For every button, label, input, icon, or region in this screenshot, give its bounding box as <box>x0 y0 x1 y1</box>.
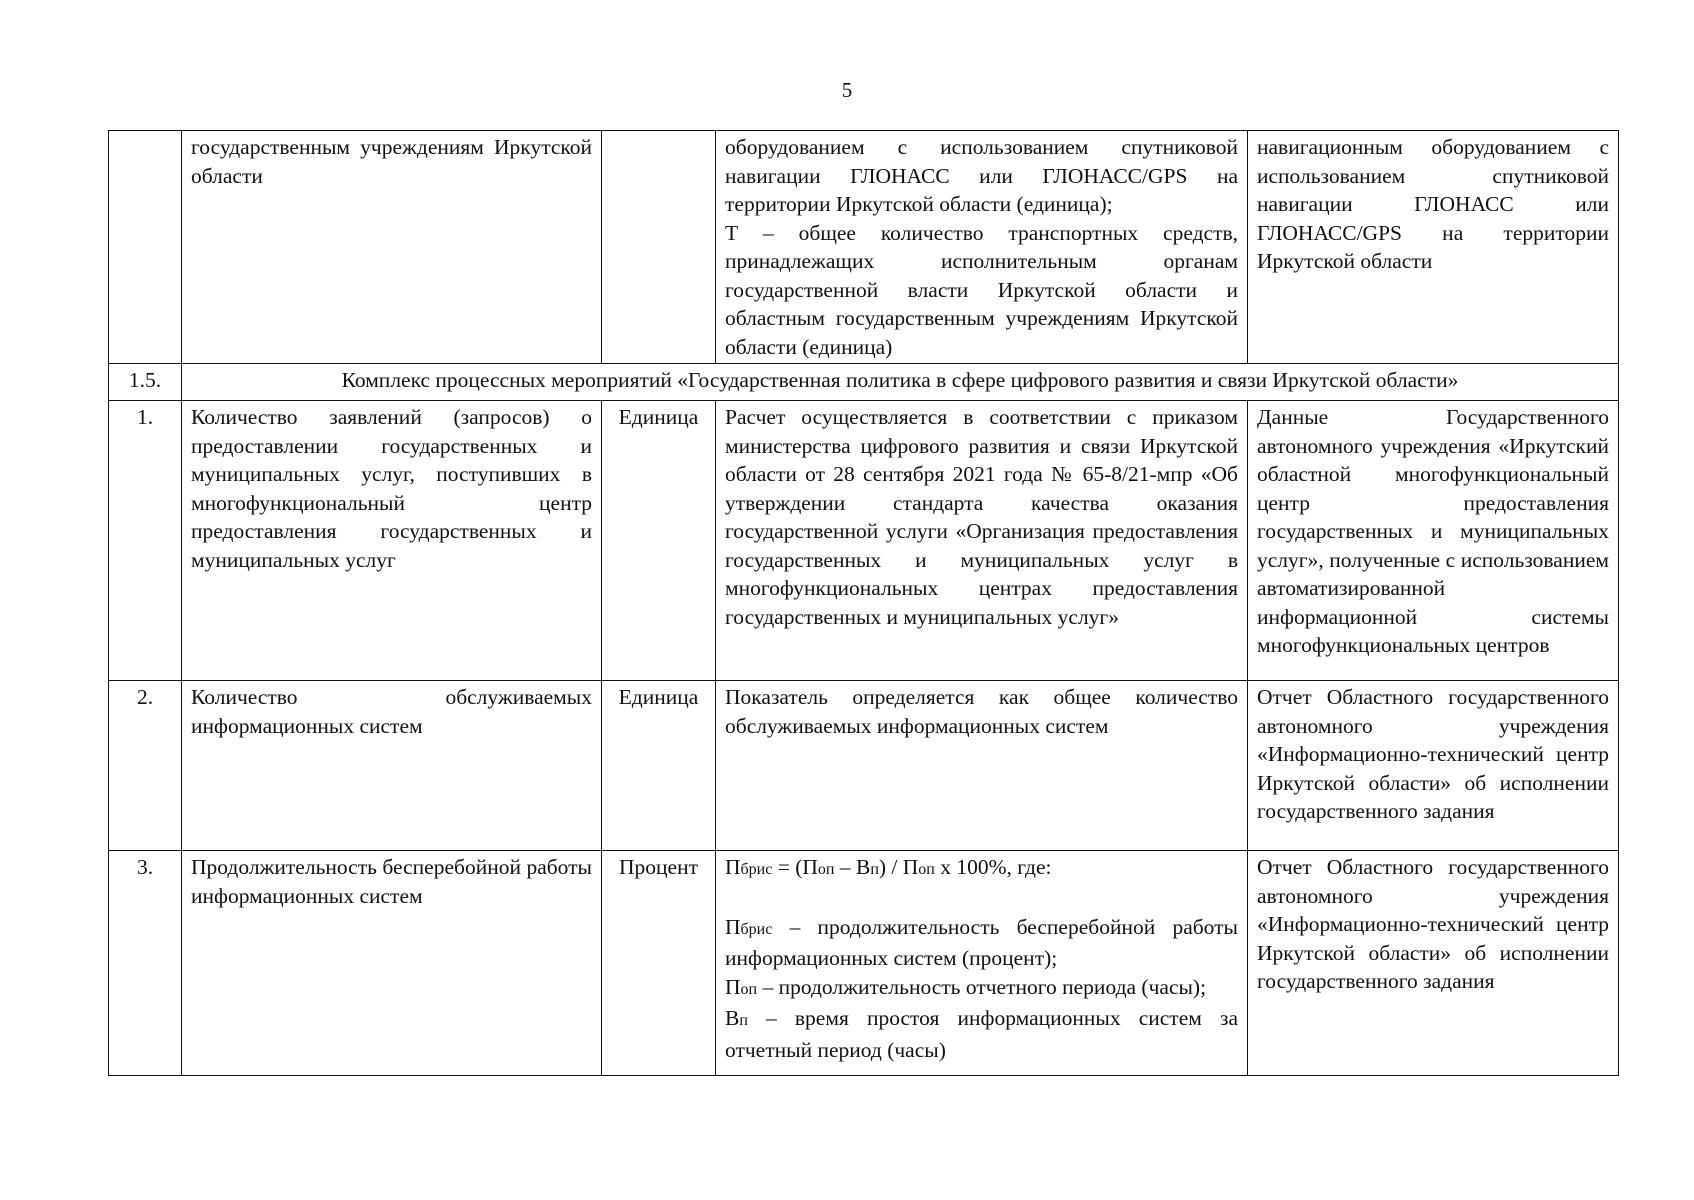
data-source: Отчет Областного государственного автономного учреждения «Информационно-технический центр Иркутской области» об исполнении государственного задания <box>1248 851 1619 1076</box>
indicator-name: Продолжительность бесперебойной работы информационных систем <box>182 851 602 1076</box>
unit-of-measure: Единица <box>602 401 716 681</box>
indicators-table <box>108 130 1619 1076</box>
calculation-method <box>716 851 1248 1076</box>
row-number: 1. <box>109 401 182 681</box>
table-row <box>109 681 1619 851</box>
table-row <box>109 401 1619 681</box>
data-source: Отчет Областного государственного автономного учреждения «Информационно-технический центр Иркутской области» об исполнении государственного задания <box>1248 681 1619 851</box>
section-title: Комплекс процессных мероприятий «Государственная политика в сфере цифрового развития и связи Иркутской области» <box>182 364 1619 401</box>
section-number: 1.5. <box>109 364 182 401</box>
method-line: Расчет осуществляется в соответствии с приказом министерства цифрового развития и связи Иркутской области от 28 сентября 2021 года № 65-8/21-мпр «Об утверждении стандарта качества оказания государственной услуги «Организация предоставления государственных и муниципальных услуг в многофункциональных центрах предоставления государственных и муниципальных услуг» <box>725 405 1238 629</box>
legend-item: Поп – продолжительность отчетного периода (часы); <box>725 974 1207 999</box>
unit-of-measure: Единица <box>602 681 716 851</box>
calculation-method <box>716 131 1248 364</box>
method-line: Т – общее количество транспортных средств, принадлежащих исполнительным органам государственной власти Иркутской области и областным государственным учреждениям Иркутской области (единица) <box>725 220 1238 359</box>
row-number <box>109 131 182 364</box>
row-number: 3. <box>109 851 182 1076</box>
method-line: оборудованием с использованием спутниковой навигации ГЛОНАСС или ГЛОНАСС/GPS на территории Иркутской области (единица); <box>725 135 1238 216</box>
legend-item: Вп – время простоя информационных систем за отчетный период (часы) <box>725 1006 1238 1062</box>
page-number: 5 <box>841 78 853 102</box>
method-line: Показатель определяется как общее количество обслуживаемых информационных систем <box>725 685 1238 738</box>
indicator-name: государственным учреждениям Иркутской области <box>182 131 602 364</box>
data-source: навигационным оборудованием с использованием спутниковой навигации ГЛОНАСС или ГЛОНАСС/GPS на территории Иркутской области <box>1248 131 1619 364</box>
legend-item: Пбрис – продолжительность бесперебойной работы информационных систем (процент); <box>725 914 1238 970</box>
data-source: Данные Государственного автономного учреждения «Иркутский областной многофункциональный центр предоставления государственных и муниципальных услуг», полученные с использованием автоматизированной информационной системы многофункциональных центров <box>1248 401 1619 681</box>
table-row <box>109 851 1619 1076</box>
indicator-name: Количество обслуживаемых информационных систем <box>182 681 602 851</box>
calculation-method <box>716 681 1248 851</box>
unit-of-measure <box>602 131 716 364</box>
section-row <box>109 364 1619 401</box>
calculation-method <box>716 401 1248 681</box>
table-row <box>109 131 1619 364</box>
formula: Пбрис = (Поп – Вп) / Поп x 100%, где: <box>725 855 1052 879</box>
indicator-name: Количество заявлений (запросов) о предоставлении государственных и муниципальных услуг, поступивших в многофункциональный центр предоставления государственных и муниципальных услуг <box>182 401 602 681</box>
row-number: 2. <box>109 681 182 851</box>
unit-of-measure: Процент <box>602 851 716 1076</box>
